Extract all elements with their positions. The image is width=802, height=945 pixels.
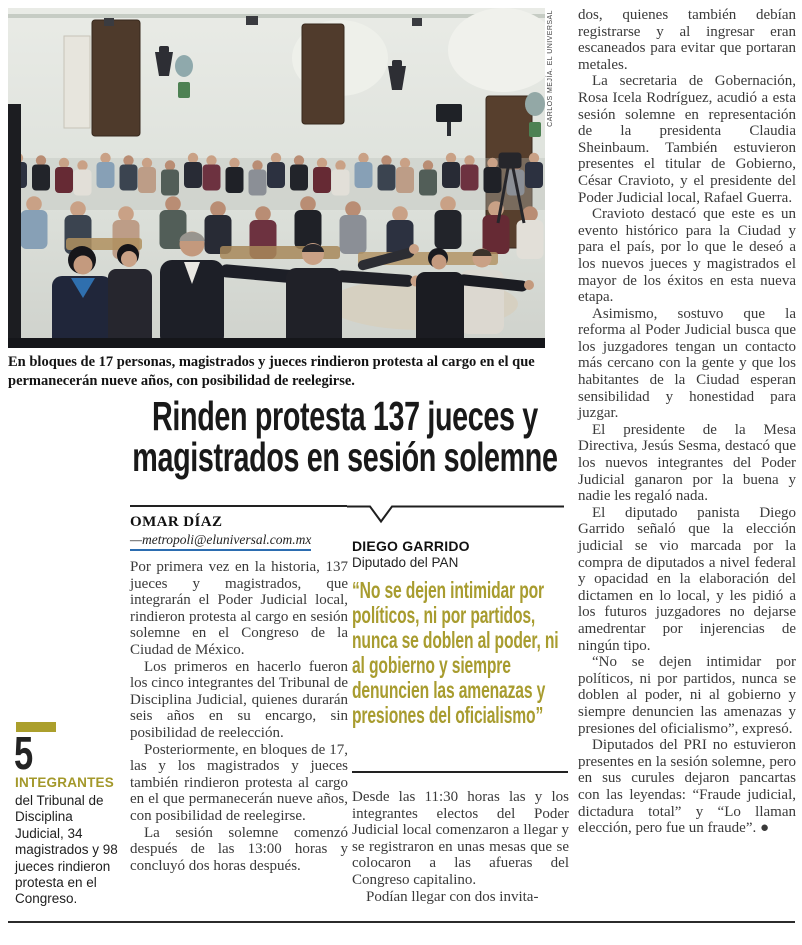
byline-author: OMAR DÍAZ <box>130 514 223 530</box>
lead-photo <box>8 8 545 348</box>
byline-rule <box>130 505 347 507</box>
headline <box>122 393 568 484</box>
paragraph: La secretaria de Gobernación, Rosa Icela Rodríguez, acudió a esta sesión solemne en representación de la presidenta Claudia Sheinbaum. También estuvieron presentes el titular de Gobierno, César Cravioto, y el presidente del Poder Judicial local, Rafael Guerra. <box>578 73 796 206</box>
pullquote-text: “No se dejen intimidar por políticos, ni por partidos, nunca se doblen al poder, ni al gobierno y siempre denuncien las amenazas y presiones del oficialismo” <box>352 577 559 728</box>
photo-credit: CARLOS MEJÍA. EL UNIVERSAL <box>547 10 554 127</box>
dark-left-edge <box>8 104 21 348</box>
byline-email-link[interactable]: —metropoli@eluniversal.com.mx <box>130 532 311 551</box>
paragraph: Posteriormente, en bloques de 17, las y los magistrados y jueces también rindieron protesta al cargo en el que permanecerán nueve años, con posibilidad de reelegirse. <box>130 741 348 824</box>
chamber-photo-illustration <box>8 8 545 348</box>
paragraph: El presidente de la Mesa Directiva, Jesús Sesma, destacó que los nuevos integrantes del Poder Judicial ganaron por la buena y nadie les regaló nada. <box>578 421 796 505</box>
paragraph: Los primeros en hacerlo fueron los cinco integrantes del Tribunal de Disciplina Judicial, quienes durarán seis años en su encargo, sin posibilidad de reelección. <box>130 658 348 741</box>
pullquote-notch-rule <box>347 505 565 525</box>
article-column-1 <box>130 559 348 874</box>
paragraph: Cravioto destacó que este es un evento histórico para la Ciudad y para el país, por lo que le deseó a los nuevos jueces y magistrados el mayor de los éxitos en esta nueva etapa. <box>578 206 796 306</box>
paragraph: El diputado panista Diego Garrido señaló que la elección judicial se vio marcada por la compra de diputados a nivel federal y opacidad en la elaboración del dictamen en lo local, y les pidió a los futuros juzgadores no dejarse amedrentar por injerencias de ningún tipo. <box>578 504 796 654</box>
photo-caption: En bloques de 17 personas, magistrados y jueces rindieron protesta al cargo en el que permanecerán nueve años, con posibilidad de reelegirse. <box>8 354 535 390</box>
bottom-rule <box>8 921 795 923</box>
paragraph: Asimismo, sostuvo que la reforma al Poder Judicial busca que los juzgadores tengan un contacto más cercano con la gente y que los habitantes de la Ciudad esperan sensibilidad y honestidad para juzgar. <box>578 305 796 422</box>
headline-line2: magistrados en sesión solemne <box>132 434 558 480</box>
factbox-text: del Tribunal de Disciplina Judicial, 34 magistrados y 98 jueces rindieron protesta en el Congreso. <box>15 793 118 907</box>
pullquote <box>352 578 570 756</box>
paragraph: Por primera vez en la historia, 137 jueces y magistrados, que integrarán el Poder Judicial local, rindieron protesta al cargo en sesión solemne en el Congreso de la Ciudad de México. <box>130 559 348 658</box>
pullquote-speaker: DIEGO GARRIDO <box>352 538 470 554</box>
pullquote-bottom-rule <box>352 771 568 773</box>
paragraph: Podían llegar con dos invita- <box>366 888 539 905</box>
factbox-label: INTEGRANTES <box>15 775 114 790</box>
paragraph: Diputados del PRI no estuvieron presentes en la sesión solemne, pero en sus curules dejaron pancartas con las leyendas: “Fraude judicial, dictadura total” y “Lo llaman elección, pero fue un fraude”. ● <box>578 737 796 837</box>
article-column-3 <box>578 7 796 837</box>
headline-line1: Rinden protesta 137 jueces y <box>152 393 538 439</box>
dark-bottom-edge <box>8 338 545 348</box>
pullquote-role: Diputado del PAN <box>352 555 459 570</box>
article-column-2 <box>352 789 569 905</box>
paragraph: La sesión solemne comenzó después de las 13:00 horas y concluyó dos horas después. <box>130 824 348 874</box>
paragraph: dos, quienes también debían registrarse y al ingresar eran escaneados para evitar que portaran metales. <box>578 7 796 73</box>
paragraph: Desde las 11:30 horas las y los integrantes electos del Poder Judicial local comenzaron a llegar y se registraron en unas mesas que se colocaron a las afueras del Congreso capitalino. <box>352 789 569 888</box>
paragraph: “No se dejen intimidar por políticos, ni por partidos, nunca se doblen al poder, ni al gobierno y siempre denuncien las amenazas y presiones del oficialismo”, expresó. <box>578 654 796 737</box>
factbox-number: 5 <box>14 727 34 779</box>
